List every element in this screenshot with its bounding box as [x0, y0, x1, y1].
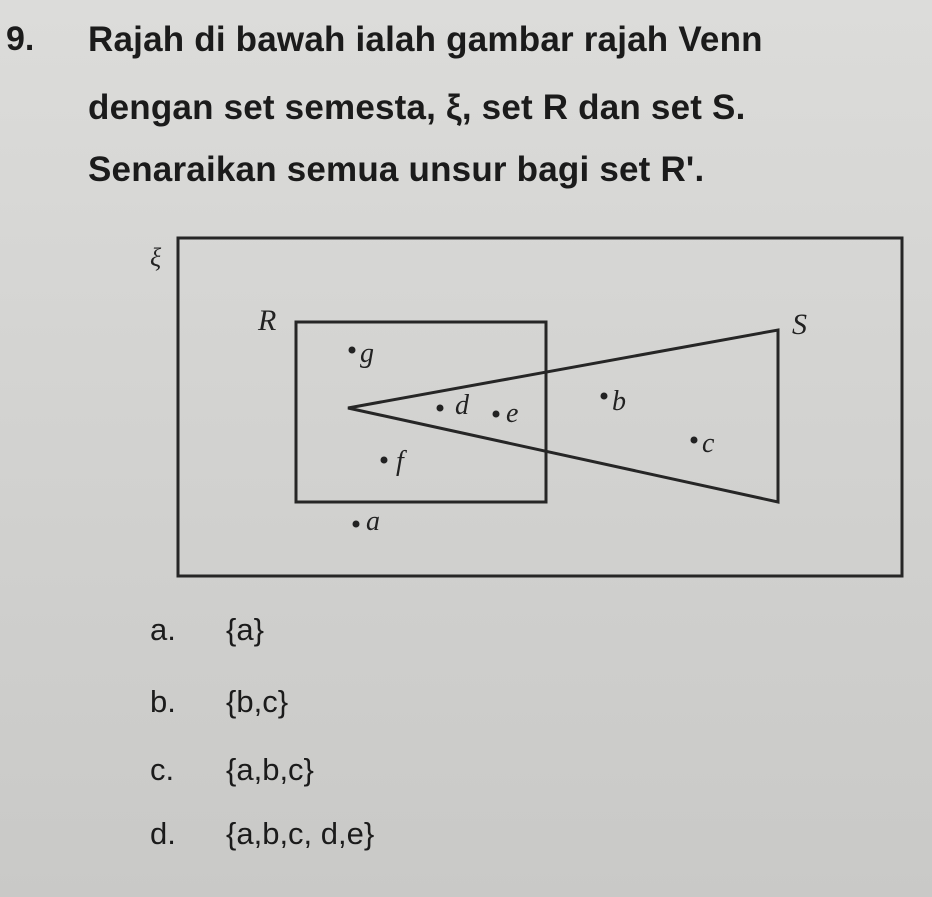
- set-r-label: R: [258, 304, 277, 337]
- element-a-dot: [353, 521, 360, 528]
- option-letter: d.: [150, 816, 176, 851]
- element-e-label: e: [506, 398, 519, 429]
- option-answer: {a}: [226, 612, 264, 647]
- element-f-dot: [381, 457, 388, 464]
- question-text-line-2: dengan set semesta, ξ, set R dan set S.: [88, 88, 746, 127]
- element-f-label: f: [396, 446, 404, 477]
- option-letter: b.: [150, 684, 176, 719]
- element-a-label: a: [366, 506, 380, 537]
- element-c-dot: [691, 437, 698, 444]
- option-letter: a.: [150, 612, 176, 647]
- option-d[interactable]: [150, 816, 570, 862]
- element-d-dot: [437, 405, 444, 412]
- element-e-dot: [493, 411, 500, 418]
- element-b-dot: [601, 393, 608, 400]
- element-b-label: b: [612, 386, 626, 417]
- universal-set-symbol: ξ: [150, 243, 162, 272]
- option-a[interactable]: [150, 612, 570, 658]
- option-answer: {a,b,c, d,e}: [226, 816, 375, 851]
- question-text-line-1: Rajah di bawah ialah gambar rajah Venn: [88, 20, 763, 59]
- option-c[interactable]: [150, 752, 570, 798]
- question-text-line-3: Senaraikan semua unsur bagi set R'.: [88, 150, 705, 189]
- element-g-dot: [349, 347, 356, 354]
- universal-set-rectangle: [178, 238, 902, 576]
- option-b[interactable]: [150, 684, 570, 730]
- element-c-label: c: [702, 428, 715, 459]
- question-number: 9.: [6, 20, 35, 58]
- option-answer: {b,c}: [226, 684, 289, 719]
- option-letter: c.: [150, 752, 175, 787]
- set-s-triangle: [348, 330, 778, 502]
- element-g-label: g: [360, 338, 374, 369]
- element-d-label: d: [455, 390, 469, 421]
- set-s-label: S: [792, 308, 807, 341]
- option-answer: {a,b,c}: [226, 752, 314, 787]
